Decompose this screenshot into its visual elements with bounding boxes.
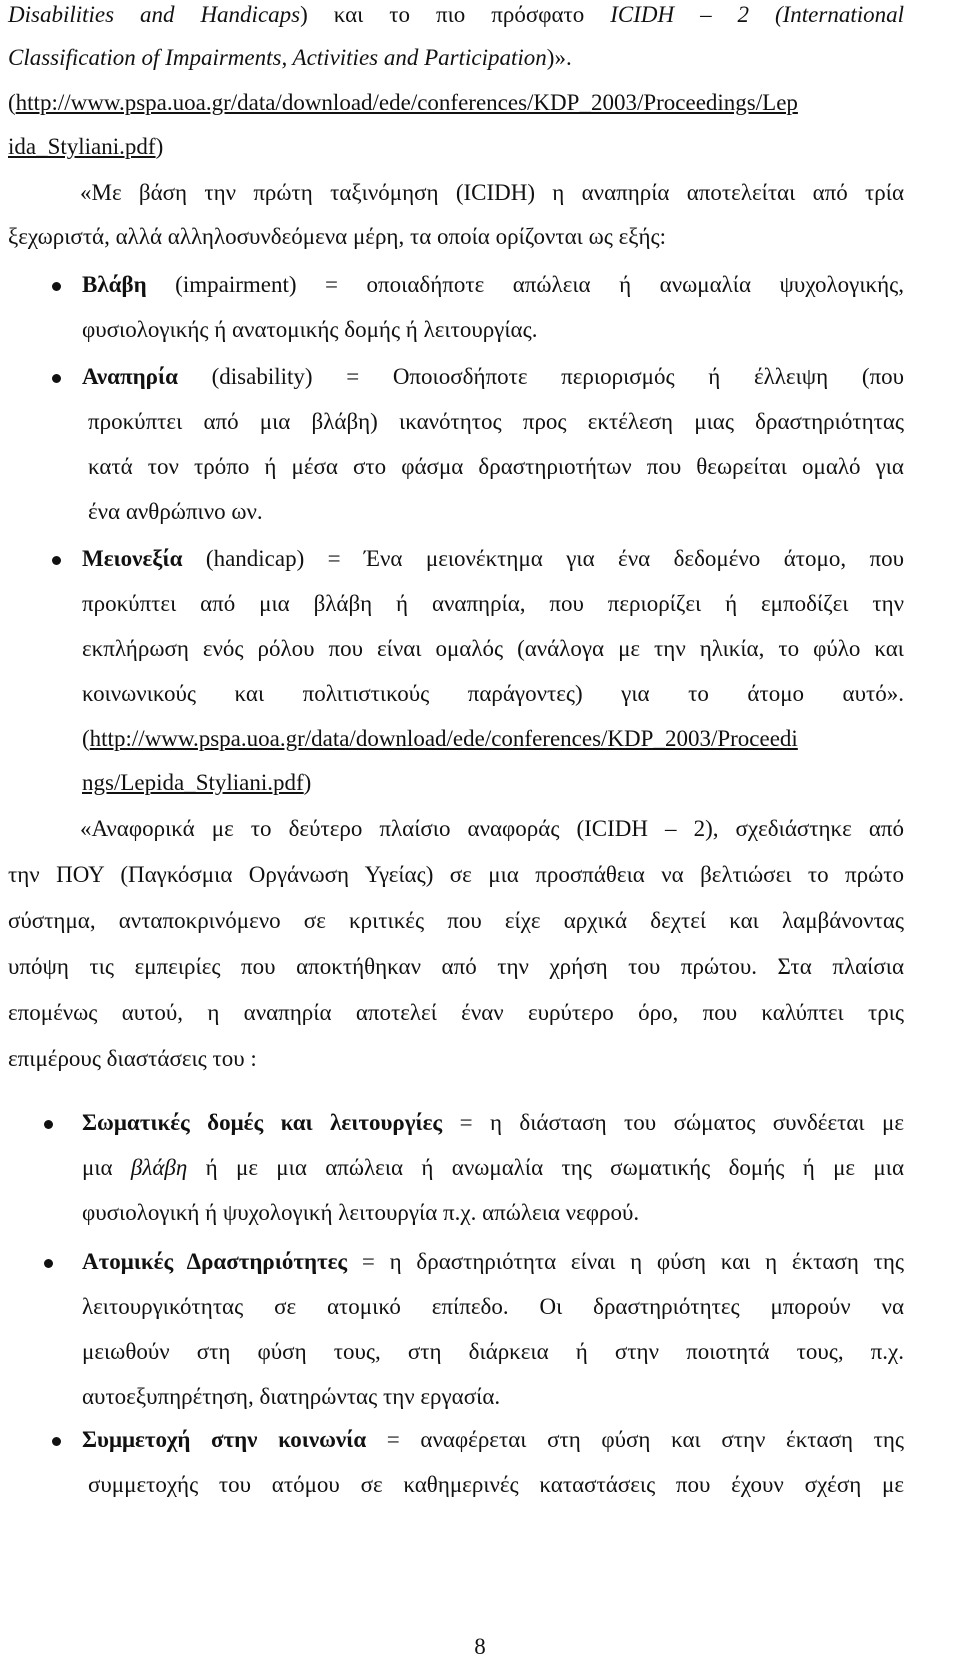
icidh-paragraph-line-2: ξεχωριστά, αλλά αλληλοσυνδεόμενα μέρη, τα οποία ορίζονται ως εξής: [8,224,667,249]
icidh2-paragraph-line-5: επομένως αυτού, η αναπηρία αποτελεί έναν ευρύτερο όρο, που καλύπτει τρις [8,1000,904,1025]
icidh2-paragraph-line-3: σύστημα, ανταποκρινόμενο σε κριτικές που είχε αρχικά δεχτεί και λαμβάνοντας [8,908,904,933]
bullet-disability-line-4: ένα ανθρώπινο ων. [88,499,263,524]
bullet-handicap-link-line-1: (http://www.pspa.uoa.gr/data/download/ede/conferences/KDP_2003/Proceedi [82,726,798,751]
bullet-disability-line-1: Αναπηρία (disability) = Οποιοσδήποτε περιορισμός ή έλλειψη (που [82,364,904,389]
reference-link[interactable]: http://www.pspa.uoa.gr/data/download/ede/conferences/KDP_2003/Proceedi [89,726,798,751]
bullet-activities-line-4: αυτοεξυπηρέτηση, διατηρώντας την εργασία. [82,1384,501,1409]
bullet-participation-line-1: Συμμετοχή στην κοινωνία = αναφέρεται στη φύση και στην έκταση της [82,1427,905,1452]
bullet-handicap-line-2: προκύπτει από μια βλάβη ή αναπηρία, που περιορίζει ή εμποδίζει την [82,591,904,616]
intro-line-3: (http://www.pspa.uoa.gr/data/download/ede/conferences/KDP_2003/Proceedings/Lep [8,90,798,115]
bullet-activities-line-1: Ατομικές Δραστηριότητες = η δραστηριότητα είναι η φύση και η έκταση της [82,1249,904,1274]
bullet-handicap-line-3: εκπλήρωση ενός ρόλου που είναι ομαλός (ανάλογα με την ηλικία, το φύλο και [82,636,904,661]
bullet-handicap-line-4: κοινωνικούς και πολιτιστικούς παράγοντες) για το άτομο αυτό». [82,681,904,706]
bullet-body-structures-line-3: φυσιολογική ή ψυχολογική λειτουργία π.χ. απώλεια νεφρού. [82,1200,640,1225]
bullet-icon [52,1437,61,1446]
page-number: 8 [474,1634,486,1659]
bullet-activities-line-3: μειωθούν στη φύση τους, στη διάρκεια ή στην ποιοτητά τους, π.χ. [82,1339,904,1364]
bullet-impairment-line-2: φυσιολογικής ή ανατομικής δομής ή λειτουργίας. [82,317,538,342]
bullet-activities-line-2: λειτουργικότητας σε ατομικό επίπεδο. Οι δραστηριότητες μπορούν να [82,1294,904,1319]
bullet-icon [44,1120,53,1129]
intro-line-2: Classification of Impairments, Activities and Participation)». [8,45,572,70]
bullet-icon [52,374,61,383]
reference-link-continued[interactable]: ngs/Lepida_Styliani.pdf [82,770,304,795]
icidh2-paragraph-line-6: επιμέρους διαστάσεις του : [8,1046,257,1071]
icidh2-paragraph-line-4: υπόψη τις εμπειρίες που αποκτήθηκαν από την χρήση του πρώτου. Στα πλαίσια [8,954,904,979]
icidh2-paragraph-line-2: την ΠΟΥ (Παγκόσμια Οργάνωση Υγείας) σε μια προσπάθεια να βελτιώσει το πρώτο [8,862,904,887]
bullet-icon [52,282,61,291]
intro-line-1: Disabilities and Handicaps) και το πιο πρόσφατο ICIDH – 2 (International [8,2,905,27]
bullet-icon [52,556,61,565]
bullet-body-structures-line-1: Σωματικές δομές και λειτουργίες = η διάσταση του σώματος συνδέεται με [82,1110,904,1135]
bullet-handicap-link-line-2: ngs/Lepida_Styliani.pdf) [82,770,312,795]
bullet-handicap-line-1: Μειονεξία (handicap) = Ένα μειονέκτημα για ένα δεδομένο άτομο, που [82,546,904,571]
intro-line-4: ida_Styliani.pdf) [8,134,164,159]
bullet-body-structures-line-2: μια βλάβη ή με μια απώλεια ή ανωμαλία της σωματικής δομής ή με μια [82,1155,905,1180]
bullet-participation-line-2: συμμετοχής του ατόμου σε καθημερινές καταστάσεις που έχουν σχέση με [88,1472,904,1497]
bullet-impairment-line-1: Βλάβη (impairment) = οποιαδήποτε απώλεια ή ανωμαλία ψυχολογικής, [82,272,904,297]
reference-link[interactable]: http://www.pspa.uoa.gr/data/download/ede/conferences/KDP_2003/Proceedings/Lep [15,90,798,115]
reference-link-continued[interactable]: ida_Styliani.pdf [8,134,156,159]
icidh-paragraph-line-1: «Με βάση την πρώτη ταξινόμηση (ICIDH) η αναπηρία αποτελείται από τρία [80,180,904,205]
bullet-disability-line-3: κατά τον τρόπο ή μέσα στο φάσμα δραστηριοτήτων που θεωρείται ομαλό για [88,454,904,479]
bullet-disability-line-2: προκύπτει από μια βλάβη) ικανότητος προς εκτέλεση μιας δραστηριότητας [88,409,904,434]
bullet-icon [44,1259,53,1268]
icidh2-paragraph-line-1: «Αναφορικά με το δεύτερο πλαίσιο αναφοράς (ICIDH – 2), σχεδιάστηκε από [80,816,904,841]
